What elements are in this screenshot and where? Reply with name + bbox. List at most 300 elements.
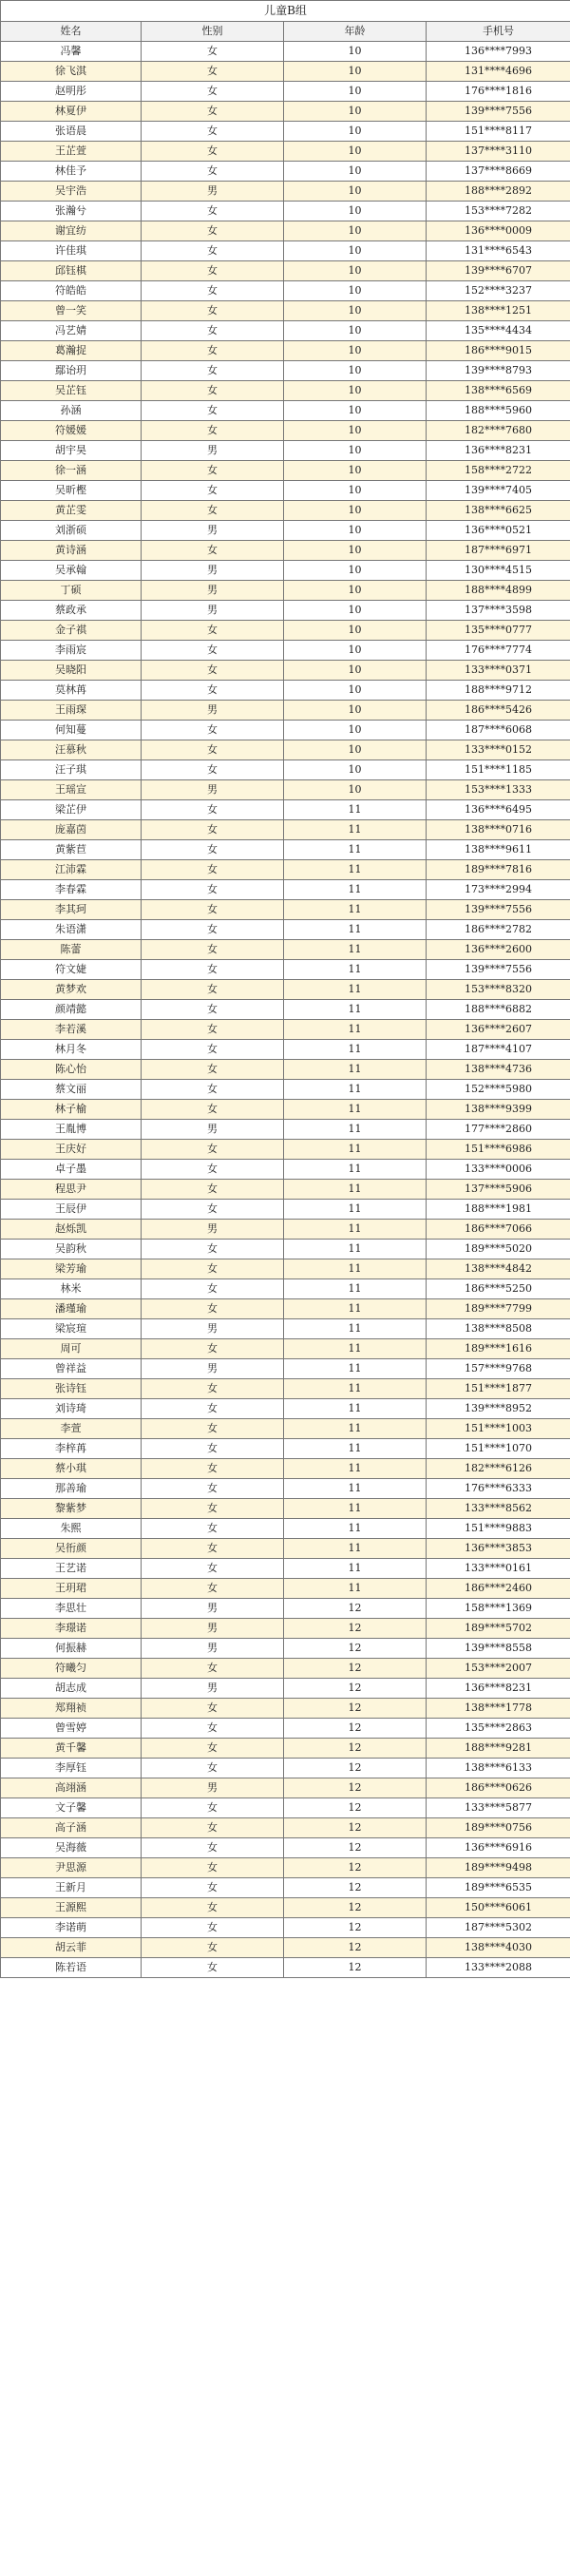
cell-phone[interactable]: 138****6625 — [427, 501, 570, 521]
cell-name[interactable]: 陈若语 — [1, 1958, 142, 1978]
cell-gender[interactable]: 女 — [142, 920, 284, 940]
cell-name[interactable]: 吴海薇 — [1, 1838, 142, 1858]
cell-name[interactable]: 孙涵 — [1, 401, 142, 421]
cell-phone[interactable]: 189****5702 — [427, 1619, 570, 1639]
cell-gender[interactable]: 女 — [142, 202, 284, 221]
cell-gender[interactable]: 女 — [142, 681, 284, 701]
cell-name[interactable]: 黄诗涵 — [1, 541, 142, 561]
cell-gender[interactable]: 女 — [142, 1060, 284, 1080]
cell-phone[interactable]: 153****8320 — [427, 980, 570, 1000]
cell-age[interactable]: 11 — [284, 1100, 427, 1120]
cell-phone[interactable]: 137****3110 — [427, 142, 570, 162]
cell-phone[interactable]: 138****9611 — [427, 840, 570, 860]
cell-age[interactable]: 12 — [284, 1639, 427, 1659]
cell-gender[interactable]: 男 — [142, 581, 284, 601]
cell-name[interactable]: 李其珂 — [1, 900, 142, 920]
cell-gender[interactable]: 男 — [142, 601, 284, 621]
cell-gender[interactable]: 女 — [142, 62, 284, 82]
cell-age[interactable]: 10 — [284, 142, 427, 162]
cell-gender[interactable]: 女 — [142, 740, 284, 760]
cell-gender[interactable]: 女 — [142, 261, 284, 281]
cell-age[interactable]: 12 — [284, 1798, 427, 1818]
cell-gender[interactable]: 男 — [142, 1619, 284, 1639]
table-title[interactable]: 儿童B组 — [1, 1, 570, 22]
cell-age[interactable]: 12 — [284, 1958, 427, 1978]
cell-phone[interactable]: 188****9712 — [427, 681, 570, 701]
cell-name[interactable]: 梁芳瑜 — [1, 1259, 142, 1279]
cell-age[interactable]: 10 — [284, 42, 427, 62]
cell-name[interactable]: 李春霖 — [1, 880, 142, 900]
cell-gender[interactable]: 女 — [142, 341, 284, 361]
cell-name[interactable]: 高翊涵 — [1, 1778, 142, 1798]
cell-name[interactable]: 张瀚兮 — [1, 202, 142, 221]
cell-gender[interactable]: 女 — [142, 621, 284, 641]
cell-gender[interactable]: 女 — [142, 241, 284, 261]
cell-gender[interactable]: 女 — [142, 1818, 284, 1838]
cell-gender[interactable]: 女 — [142, 1399, 284, 1419]
cell-name[interactable]: 李萱 — [1, 1419, 142, 1439]
cell-gender[interactable]: 男 — [142, 701, 284, 721]
cell-phone[interactable]: 151****1877 — [427, 1379, 570, 1399]
cell-gender[interactable]: 男 — [142, 1599, 284, 1619]
cell-gender[interactable]: 女 — [142, 1918, 284, 1938]
cell-name[interactable]: 冯馨 — [1, 42, 142, 62]
cell-name[interactable]: 曾雪婷 — [1, 1719, 142, 1739]
cell-gender[interactable]: 女 — [142, 1539, 284, 1559]
cell-phone[interactable]: 136****7993 — [427, 42, 570, 62]
cell-name[interactable]: 黄紫苣 — [1, 840, 142, 860]
cell-gender[interactable]: 女 — [142, 1279, 284, 1299]
cell-name[interactable]: 程思尹 — [1, 1180, 142, 1200]
cell-phone[interactable]: 130****4515 — [427, 561, 570, 581]
cell-name[interactable]: 陈蕾 — [1, 940, 142, 960]
cell-name[interactable]: 吴昕樫 — [1, 481, 142, 501]
cell-phone[interactable]: 186****2782 — [427, 920, 570, 940]
cell-name[interactable]: 汪慕秋 — [1, 740, 142, 760]
cell-phone[interactable]: 151****1185 — [427, 760, 570, 780]
cell-phone[interactable]: 151****1003 — [427, 1419, 570, 1439]
cell-gender[interactable]: 女 — [142, 361, 284, 381]
cell-name[interactable]: 吴宇浩 — [1, 182, 142, 202]
cell-age[interactable]: 10 — [284, 182, 427, 202]
cell-gender[interactable]: 女 — [142, 661, 284, 681]
cell-name[interactable]: 徐一涵 — [1, 461, 142, 481]
cell-phone[interactable]: 188****2892 — [427, 182, 570, 202]
cell-gender[interactable]: 女 — [142, 1499, 284, 1519]
cell-name[interactable]: 张语晨 — [1, 122, 142, 142]
cell-name[interactable]: 林夏伊 — [1, 102, 142, 122]
cell-gender[interactable]: 女 — [142, 1439, 284, 1459]
cell-gender[interactable]: 男 — [142, 1120, 284, 1140]
cell-name[interactable]: 王新月 — [1, 1878, 142, 1898]
cell-gender[interactable]: 女 — [142, 1040, 284, 1060]
cell-phone[interactable]: 186****9015 — [427, 341, 570, 361]
cell-gender[interactable]: 女 — [142, 900, 284, 920]
cell-gender[interactable]: 女 — [142, 1938, 284, 1958]
cell-age[interactable]: 11 — [284, 1299, 427, 1319]
cell-gender[interactable]: 女 — [142, 1898, 284, 1918]
cell-phone[interactable]: 187****6068 — [427, 721, 570, 740]
cell-age[interactable]: 10 — [284, 241, 427, 261]
cell-name[interactable]: 李厚钰 — [1, 1759, 142, 1778]
cell-phone[interactable]: 186****2460 — [427, 1579, 570, 1599]
cell-phone[interactable]: 189****5020 — [427, 1240, 570, 1259]
cell-gender[interactable]: 女 — [142, 82, 284, 102]
cell-age[interactable]: 10 — [284, 261, 427, 281]
cell-gender[interactable]: 女 — [142, 1699, 284, 1719]
cell-gender[interactable]: 女 — [142, 1259, 284, 1279]
cell-phone[interactable]: 136****2607 — [427, 1020, 570, 1040]
cell-name[interactable]: 尹思源 — [1, 1858, 142, 1878]
cell-phone[interactable]: 139****7405 — [427, 481, 570, 501]
cell-age[interactable]: 12 — [284, 1918, 427, 1938]
cell-gender[interactable]: 男 — [142, 561, 284, 581]
cell-gender[interactable]: 女 — [142, 840, 284, 860]
cell-age[interactable]: 10 — [284, 321, 427, 341]
cell-age[interactable]: 11 — [284, 1319, 427, 1339]
cell-name[interactable]: 吴晓阳 — [1, 661, 142, 681]
cell-gender[interactable]: 女 — [142, 421, 284, 441]
cell-gender[interactable]: 男 — [142, 521, 284, 541]
cell-name[interactable]: 吴承翰 — [1, 561, 142, 581]
cell-phone[interactable]: 139****7556 — [427, 900, 570, 920]
cell-phone[interactable]: 135****2863 — [427, 1719, 570, 1739]
cell-gender[interactable]: 女 — [142, 760, 284, 780]
cell-phone[interactable]: 138****6569 — [427, 381, 570, 401]
cell-age[interactable]: 11 — [284, 1359, 427, 1379]
cell-age[interactable]: 10 — [284, 581, 427, 601]
cell-name[interactable]: 郑翔祯 — [1, 1699, 142, 1719]
cell-phone[interactable]: 158****2722 — [427, 461, 570, 481]
cell-gender[interactable]: 女 — [142, 1339, 284, 1359]
cell-phone[interactable]: 138****4736 — [427, 1060, 570, 1080]
cell-phone[interactable]: 136****6916 — [427, 1838, 570, 1858]
cell-name[interactable]: 潘瑾瑜 — [1, 1299, 142, 1319]
cell-gender[interactable]: 男 — [142, 1359, 284, 1379]
cell-gender[interactable]: 女 — [142, 321, 284, 341]
cell-phone[interactable]: 150****6061 — [427, 1898, 570, 1918]
cell-name[interactable]: 符曦匀 — [1, 1659, 142, 1679]
cell-age[interactable]: 11 — [284, 1439, 427, 1459]
cell-phone[interactable]: 188****4899 — [427, 581, 570, 601]
header-name[interactable]: 姓名 — [1, 22, 142, 42]
cell-name[interactable]: 林佳予 — [1, 162, 142, 182]
cell-gender[interactable]: 女 — [142, 1080, 284, 1100]
cell-age[interactable]: 11 — [284, 1499, 427, 1519]
cell-name[interactable]: 冯艺婧 — [1, 321, 142, 341]
cell-name[interactable]: 江沛霖 — [1, 860, 142, 880]
cell-gender[interactable]: 女 — [142, 1479, 284, 1499]
cell-gender[interactable]: 女 — [142, 1878, 284, 1898]
cell-name[interactable]: 吴芷钰 — [1, 381, 142, 401]
cell-age[interactable]: 11 — [284, 860, 427, 880]
cell-age[interactable]: 11 — [284, 1559, 427, 1579]
cell-age[interactable]: 11 — [284, 1419, 427, 1439]
cell-age[interactable]: 10 — [284, 481, 427, 501]
cell-age[interactable]: 10 — [284, 381, 427, 401]
cell-name[interactable]: 梁宸瑄 — [1, 1319, 142, 1339]
cell-phone[interactable]: 139****6707 — [427, 261, 570, 281]
cell-phone[interactable]: 157****9768 — [427, 1359, 570, 1379]
cell-age[interactable]: 10 — [284, 461, 427, 481]
cell-phone[interactable]: 138****9399 — [427, 1100, 570, 1120]
cell-phone[interactable]: 136****8231 — [427, 1679, 570, 1699]
cell-gender[interactable]: 女 — [142, 401, 284, 421]
cell-age[interactable]: 11 — [284, 880, 427, 900]
cell-age[interactable]: 12 — [284, 1719, 427, 1739]
cell-gender[interactable]: 女 — [142, 221, 284, 241]
cell-name[interactable]: 那善瑜 — [1, 1479, 142, 1499]
cell-gender[interactable]: 男 — [142, 1639, 284, 1659]
cell-gender[interactable]: 女 — [142, 1958, 284, 1978]
cell-gender[interactable]: 女 — [142, 1240, 284, 1259]
cell-phone[interactable]: 152****5980 — [427, 1080, 570, 1100]
cell-age[interactable]: 10 — [284, 780, 427, 800]
cell-name[interactable]: 王玥珺 — [1, 1579, 142, 1599]
cell-age[interactable]: 10 — [284, 641, 427, 661]
cell-name[interactable]: 周可 — [1, 1339, 142, 1359]
cell-gender[interactable]: 女 — [142, 721, 284, 740]
cell-name[interactable]: 蔡文丽 — [1, 1080, 142, 1100]
cell-name[interactable]: 赵明彤 — [1, 82, 142, 102]
cell-age[interactable]: 12 — [284, 1699, 427, 1719]
cell-name[interactable]: 黄梦欢 — [1, 980, 142, 1000]
cell-age[interactable]: 10 — [284, 681, 427, 701]
cell-age[interactable]: 11 — [284, 1000, 427, 1020]
cell-age[interactable]: 12 — [284, 1679, 427, 1699]
cell-gender[interactable]: 女 — [142, 980, 284, 1000]
cell-phone[interactable]: 136****0009 — [427, 221, 570, 241]
cell-gender[interactable]: 女 — [142, 1659, 284, 1679]
cell-age[interactable]: 11 — [284, 820, 427, 840]
cell-age[interactable]: 12 — [284, 1759, 427, 1778]
cell-age[interactable]: 10 — [284, 341, 427, 361]
cell-gender[interactable]: 女 — [142, 1739, 284, 1759]
cell-age[interactable]: 11 — [284, 1479, 427, 1499]
cell-age[interactable]: 10 — [284, 301, 427, 321]
cell-phone[interactable]: 138****4842 — [427, 1259, 570, 1279]
cell-phone[interactable]: 133****8562 — [427, 1499, 570, 1519]
cell-phone[interactable]: 135****0777 — [427, 621, 570, 641]
cell-gender[interactable]: 女 — [142, 1299, 284, 1319]
cell-name[interactable]: 胡志成 — [1, 1679, 142, 1699]
cell-phone[interactable]: 133****0161 — [427, 1559, 570, 1579]
cell-name[interactable]: 王艺诺 — [1, 1559, 142, 1579]
cell-name[interactable]: 黄千馨 — [1, 1739, 142, 1759]
cell-phone[interactable]: 188****9281 — [427, 1739, 570, 1759]
cell-name[interactable]: 李诺萌 — [1, 1918, 142, 1938]
cell-gender[interactable]: 女 — [142, 880, 284, 900]
cell-age[interactable]: 12 — [284, 1818, 427, 1838]
cell-age[interactable]: 12 — [284, 1739, 427, 1759]
cell-age[interactable]: 11 — [284, 1459, 427, 1479]
cell-name[interactable]: 王源熙 — [1, 1898, 142, 1918]
cell-name[interactable]: 黄芷雯 — [1, 501, 142, 521]
cell-name[interactable]: 曾祥益 — [1, 1359, 142, 1379]
cell-age[interactable]: 11 — [284, 1200, 427, 1220]
cell-name[interactable]: 吴衎颜 — [1, 1539, 142, 1559]
cell-phone[interactable]: 189****1616 — [427, 1339, 570, 1359]
cell-gender[interactable]: 男 — [142, 182, 284, 202]
cell-gender[interactable]: 男 — [142, 1679, 284, 1699]
cell-phone[interactable]: 186****0626 — [427, 1778, 570, 1798]
cell-phone[interactable]: 139****8952 — [427, 1399, 570, 1419]
cell-phone[interactable]: 188****5960 — [427, 401, 570, 421]
cell-age[interactable]: 12 — [284, 1858, 427, 1878]
cell-age[interactable]: 11 — [284, 1519, 427, 1539]
cell-age[interactable]: 11 — [284, 1160, 427, 1180]
cell-phone[interactable]: 176****1816 — [427, 82, 570, 102]
cell-gender[interactable]: 女 — [142, 860, 284, 880]
cell-age[interactable]: 11 — [284, 1259, 427, 1279]
cell-age[interactable]: 11 — [284, 800, 427, 820]
cell-phone[interactable]: 188****6882 — [427, 1000, 570, 1020]
cell-age[interactable]: 11 — [284, 1399, 427, 1419]
cell-name[interactable]: 梁芷伊 — [1, 800, 142, 820]
cell-age[interactable]: 10 — [284, 421, 427, 441]
cell-phone[interactable]: 158****1369 — [427, 1599, 570, 1619]
cell-name[interactable]: 何振赫 — [1, 1639, 142, 1659]
cell-gender[interactable]: 女 — [142, 820, 284, 840]
cell-name[interactable]: 胡云菲 — [1, 1938, 142, 1958]
cell-name[interactable]: 王庆好 — [1, 1140, 142, 1160]
cell-phone[interactable]: 138****1251 — [427, 301, 570, 321]
cell-phone[interactable]: 151****8117 — [427, 122, 570, 142]
cell-age[interactable]: 10 — [284, 102, 427, 122]
cell-phone[interactable]: 131****4696 — [427, 62, 570, 82]
cell-gender[interactable]: 女 — [142, 461, 284, 481]
cell-age[interactable]: 10 — [284, 740, 427, 760]
cell-name[interactable]: 张诗钰 — [1, 1379, 142, 1399]
cell-name[interactable]: 李若溪 — [1, 1020, 142, 1040]
cell-phone[interactable]: 173****2994 — [427, 880, 570, 900]
cell-age[interactable]: 11 — [284, 1339, 427, 1359]
cell-age[interactable]: 11 — [284, 840, 427, 860]
cell-phone[interactable]: 138****1778 — [427, 1699, 570, 1719]
cell-name[interactable]: 刘浙硕 — [1, 521, 142, 541]
cell-phone[interactable]: 153****7282 — [427, 202, 570, 221]
cell-phone[interactable]: 189****9498 — [427, 1858, 570, 1878]
cell-age[interactable]: 11 — [284, 940, 427, 960]
cell-phone[interactable]: 176****6333 — [427, 1479, 570, 1499]
cell-name[interactable]: 符文婕 — [1, 960, 142, 980]
cell-gender[interactable]: 女 — [142, 800, 284, 820]
cell-name[interactable]: 王瑶宣 — [1, 780, 142, 800]
cell-name[interactable]: 林子榆 — [1, 1100, 142, 1120]
cell-age[interactable]: 11 — [284, 1120, 427, 1140]
cell-age[interactable]: 10 — [284, 541, 427, 561]
cell-phone[interactable]: 153****2007 — [427, 1659, 570, 1679]
cell-phone[interactable]: 189****6535 — [427, 1878, 570, 1898]
cell-name[interactable]: 胡宇昊 — [1, 441, 142, 461]
cell-name[interactable]: 王辰伊 — [1, 1200, 142, 1220]
cell-name[interactable]: 曾一笑 — [1, 301, 142, 321]
cell-name[interactable]: 卓子墨 — [1, 1160, 142, 1180]
cell-name[interactable]: 王胤博 — [1, 1120, 142, 1140]
cell-age[interactable]: 10 — [284, 661, 427, 681]
cell-gender[interactable]: 女 — [142, 960, 284, 980]
cell-gender[interactable]: 女 — [142, 1020, 284, 1040]
cell-phone[interactable]: 138****8508 — [427, 1319, 570, 1339]
cell-phone[interactable]: 151****9883 — [427, 1519, 570, 1539]
cell-phone[interactable]: 139****7556 — [427, 960, 570, 980]
cell-gender[interactable]: 女 — [142, 940, 284, 960]
cell-phone[interactable]: 136****2600 — [427, 940, 570, 960]
cell-name[interactable]: 黎紫梦 — [1, 1499, 142, 1519]
cell-age[interactable]: 12 — [284, 1659, 427, 1679]
cell-age[interactable]: 11 — [284, 1240, 427, 1259]
cell-gender[interactable]: 女 — [142, 142, 284, 162]
cell-phone[interactable]: 131****6543 — [427, 241, 570, 261]
cell-age[interactable]: 12 — [284, 1599, 427, 1619]
cell-phone[interactable]: 186****5426 — [427, 701, 570, 721]
cell-age[interactable]: 11 — [284, 1279, 427, 1299]
cell-name[interactable]: 蔡小琪 — [1, 1459, 142, 1479]
cell-phone[interactable]: 186****7066 — [427, 1220, 570, 1240]
cell-gender[interactable]: 女 — [142, 1858, 284, 1878]
cell-name[interactable]: 朱熙 — [1, 1519, 142, 1539]
cell-age[interactable]: 10 — [284, 441, 427, 461]
cell-name[interactable]: 高子涵 — [1, 1818, 142, 1838]
cell-gender[interactable]: 女 — [142, 381, 284, 401]
cell-phone[interactable]: 189****7799 — [427, 1299, 570, 1319]
header-phone[interactable]: 手机号 — [427, 22, 570, 42]
cell-gender[interactable]: 女 — [142, 481, 284, 501]
cell-age[interactable]: 10 — [284, 521, 427, 541]
cell-name[interactable]: 庞嘉茵 — [1, 820, 142, 840]
cell-phone[interactable]: 152****3237 — [427, 281, 570, 301]
cell-name[interactable]: 吴韵秋 — [1, 1240, 142, 1259]
cell-gender[interactable]: 女 — [142, 162, 284, 182]
cell-gender[interactable]: 女 — [142, 501, 284, 521]
cell-age[interactable]: 12 — [284, 1838, 427, 1858]
cell-name[interactable]: 丁硕 — [1, 581, 142, 601]
cell-phone[interactable]: 182****7680 — [427, 421, 570, 441]
cell-name[interactable]: 陈心怡 — [1, 1060, 142, 1080]
cell-phone[interactable]: 136****3853 — [427, 1539, 570, 1559]
cell-gender[interactable]: 女 — [142, 1200, 284, 1220]
cell-age[interactable]: 10 — [284, 162, 427, 182]
cell-age[interactable]: 11 — [284, 1020, 427, 1040]
cell-name[interactable]: 何知蔓 — [1, 721, 142, 740]
cell-age[interactable]: 11 — [284, 1080, 427, 1100]
cell-age[interactable]: 11 — [284, 920, 427, 940]
cell-gender[interactable]: 女 — [142, 1519, 284, 1539]
cell-age[interactable]: 12 — [284, 1898, 427, 1918]
cell-phone[interactable]: 135****4434 — [427, 321, 570, 341]
cell-age[interactable]: 10 — [284, 62, 427, 82]
cell-name[interactable]: 李梓苒 — [1, 1439, 142, 1459]
cell-name[interactable]: 徐飞淇 — [1, 62, 142, 82]
cell-gender[interactable]: 女 — [142, 102, 284, 122]
cell-name[interactable]: 莫林苒 — [1, 681, 142, 701]
cell-phone[interactable]: 186****5250 — [427, 1279, 570, 1299]
cell-gender[interactable]: 女 — [142, 541, 284, 561]
cell-gender[interactable]: 女 — [142, 1000, 284, 1020]
cell-phone[interactable]: 177****2860 — [427, 1120, 570, 1140]
cell-name[interactable]: 鄢诒玥 — [1, 361, 142, 381]
cell-age[interactable]: 11 — [284, 1060, 427, 1080]
cell-phone[interactable]: 188****1981 — [427, 1200, 570, 1220]
cell-gender[interactable]: 女 — [142, 42, 284, 62]
cell-name[interactable]: 颜靖懿 — [1, 1000, 142, 1020]
cell-phone[interactable]: 133****0371 — [427, 661, 570, 681]
cell-name[interactable]: 朱语潇 — [1, 920, 142, 940]
cell-phone[interactable]: 182****6126 — [427, 1459, 570, 1479]
cell-gender[interactable]: 女 — [142, 1100, 284, 1120]
cell-gender[interactable]: 女 — [142, 1160, 284, 1180]
cell-name[interactable]: 刘诗琦 — [1, 1399, 142, 1419]
